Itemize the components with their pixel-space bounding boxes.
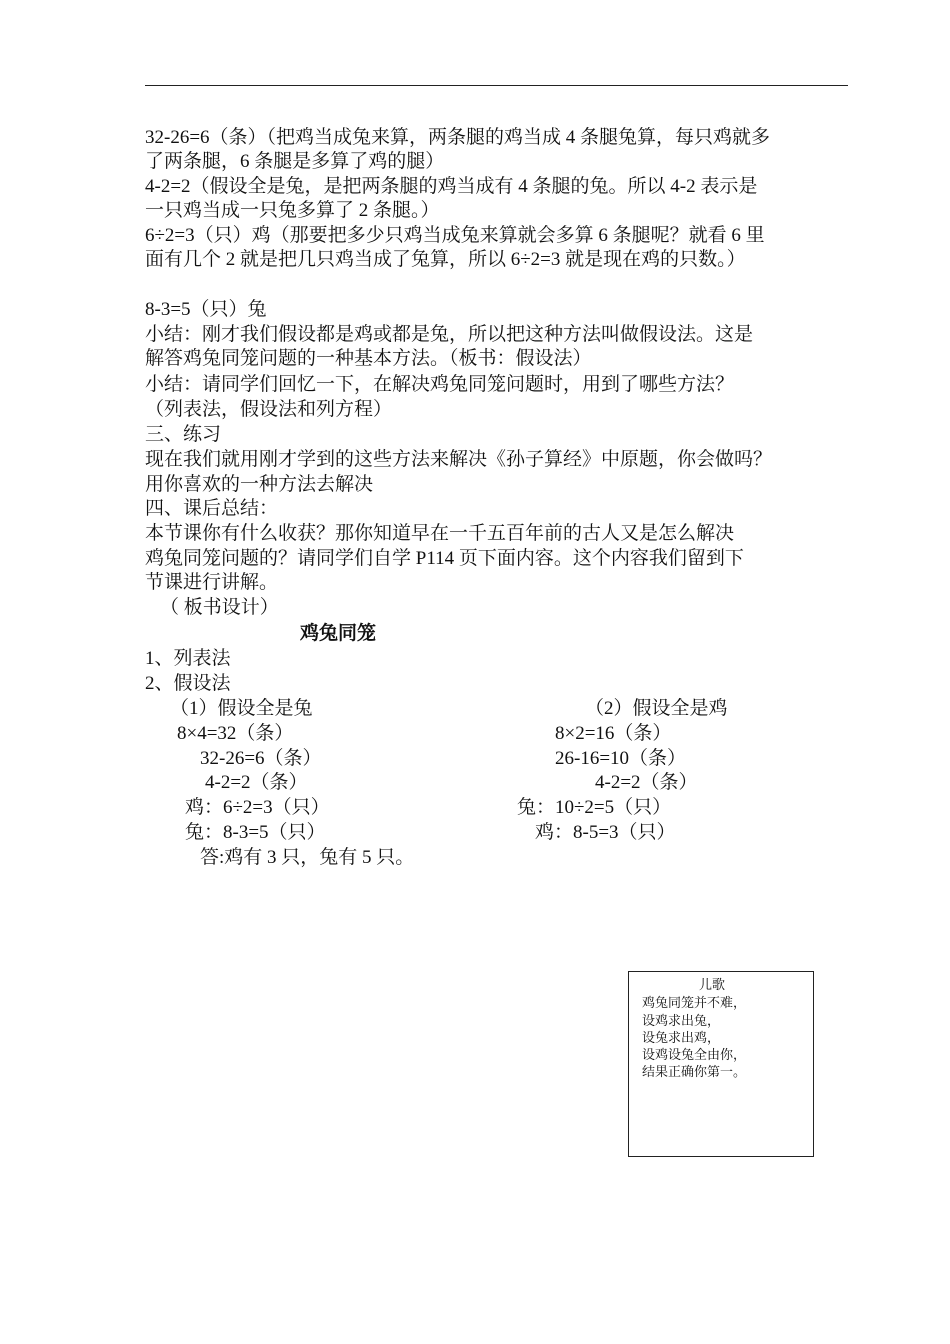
section-heading: 四、课后总结： <box>145 498 279 519</box>
summary-line: （列表法，假设法和列方程） <box>145 399 393 420</box>
answer-line: 答:鸡有 3 只，兔有 5 只。 <box>200 847 415 868</box>
text-line: 6÷2=3（只）鸡（那要把多少只鸡当成兔来算就会多算 6 条腿呢？就看 6 里 <box>145 225 765 246</box>
method-item: 2、假设法 <box>145 673 231 694</box>
right-column-line: （2）假设全是鸡 <box>585 698 728 719</box>
poem-line: 设兔求出鸡， <box>642 1031 721 1046</box>
text-line: 32-26=6（条）（把鸡当成兔来算，两条腿的鸡当成 4 条腿兔算，每只鸡就多 <box>145 127 771 148</box>
right-column-line: 8×2=16（条） <box>555 723 672 744</box>
header-rule <box>145 85 848 86</box>
left-column-line: 4-2=2（条） <box>205 772 308 793</box>
text-line: 4-2=2（假设全是兔，是把两条腿的鸡当成有 4 条腿的兔。所以 4-2 表示是 <box>145 176 758 197</box>
text-line: 面有几个 2 就是把几只鸡当成了兔算，所以 6÷2=3 就是现在鸡的只数。） <box>145 249 746 270</box>
text-line: 节课进行讲解。 <box>145 572 279 593</box>
poem-line: 设鸡求出兔， <box>642 1014 721 1029</box>
summary-line: 解答鸡兔同笼问题的一种基本方法。（板书：假设法） <box>145 348 592 369</box>
method-item: 1、列表法 <box>145 648 231 669</box>
right-column-line: 兔：10÷2=5（只） <box>517 797 672 818</box>
text-line: 本节课你有什么收获？那你知道早在一千五百年前的古人又是怎么解决 <box>145 523 735 544</box>
left-column-line: 鸡：6÷2=3（只） <box>185 797 330 818</box>
poem-line: 鸡兔同笼并不难， <box>642 996 747 1011</box>
board-title: 鸡兔同笼 <box>300 623 377 644</box>
section-heading: 三、练习 <box>145 424 222 445</box>
left-column-line: 兔：8-3=5（只） <box>185 822 326 843</box>
text-line: 现在我们就用刚才学到的这些方法来解决《孙子算经》中原题，你会做吗？ <box>145 449 773 470</box>
text-line: 一只鸡当成一只兔多算了 2 条腿。） <box>145 200 440 221</box>
summary-line: 小结：刚才我们假设都是鸡或都是兔，所以把这种方法叫做假设法。这是 <box>145 324 754 345</box>
right-column-line: 鸡：8-5=3（只） <box>535 822 676 843</box>
poem-line: 设鸡设兔全由你， <box>642 1048 747 1063</box>
text-line: 用你喜欢的一种方法去解决 <box>145 474 374 495</box>
summary-line: 小结：请同学们回忆一下，在解决鸡兔同笼问题时，用到了哪些方法？ <box>145 374 735 395</box>
right-column-line: 4-2=2（条） <box>595 772 698 793</box>
left-column-line: 8×4=32（条） <box>177 723 294 744</box>
left-column-line: 32-26=6（条） <box>200 748 322 769</box>
right-column-line: 26-16=10（条） <box>555 748 687 769</box>
board-design-label: （ 板书设计） <box>160 597 279 618</box>
left-column-line: （1）假设全是兔 <box>170 698 313 719</box>
text-line: 了两条腿，6 条腿是多算了鸡的腿） <box>145 151 445 172</box>
poem-title: 儿歌 <box>699 978 726 993</box>
poem-box <box>628 971 814 1157</box>
poem-line: 结果正确你第一。 <box>642 1065 747 1080</box>
text-line: 鸡兔同笼问题的？请同学们自学 P114 页下面内容。这个内容我们留到下 <box>145 548 744 569</box>
text-line: 8-3=5（只）兔 <box>145 299 267 320</box>
